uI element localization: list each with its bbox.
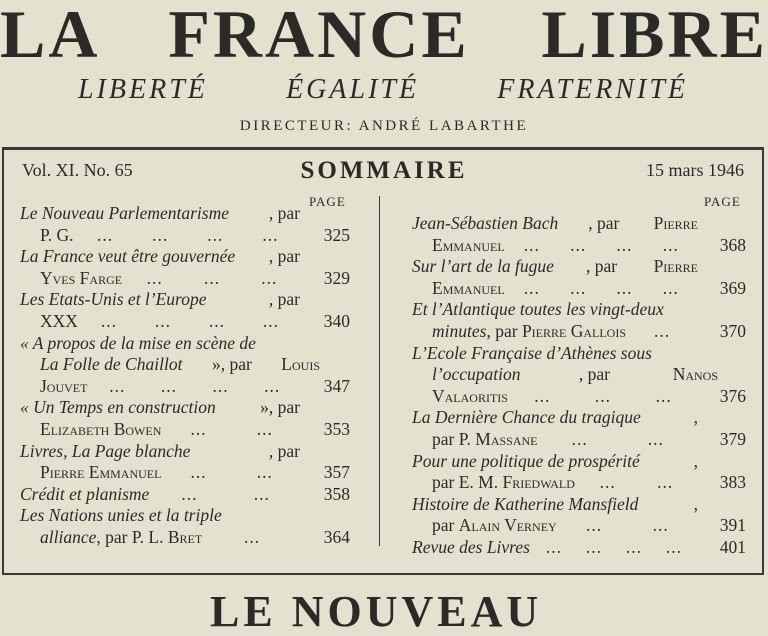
- leader-dot-group: ...: [100, 310, 117, 331]
- entry-title-line: [412, 256, 746, 278]
- entry-title-line: [20, 397, 350, 419]
- entry-author: [432, 515, 557, 537]
- entry-title-line: [412, 451, 746, 473]
- entry-page-number: 353: [323, 418, 350, 439]
- entry-text-segment: Louis: [281, 354, 320, 375]
- entry-text-segment: Pierre: [653, 256, 698, 277]
- entry-text-segment: La Dernière Chance du tragique: [412, 407, 641, 428]
- entry-text-segment: alliance: [40, 526, 97, 547]
- leader-dot-group: ...: [160, 375, 177, 396]
- entry-author: [40, 268, 122, 290]
- entry-text-segment: Histoire de Katherine Mansfield: [412, 493, 639, 514]
- entry-text-segment: Sur l’art de la fugue: [412, 256, 554, 277]
- entry-title-line: [20, 246, 350, 268]
- leader-dots: [626, 321, 698, 343]
- leader-dot-group: ...: [212, 375, 229, 396]
- contents-left-column: [20, 203, 350, 549]
- entry-text-segment: minutes: [432, 320, 487, 341]
- entry-page-number: 340: [323, 310, 350, 331]
- leader-dot-group: ...: [146, 267, 163, 288]
- issue-date: 15 mars 1946: [646, 160, 744, 180]
- leader-dot-group: ...: [190, 462, 207, 483]
- entry-page-number: 329: [323, 267, 350, 288]
- leader-dot-group: ...: [262, 310, 280, 331]
- entry-text-segment: , par: [268, 203, 300, 223]
- entry-text-segment: », par: [255, 397, 300, 418]
- leader-dot-group: ...: [665, 536, 683, 557]
- volume-number: Vol. XI. No. 65: [22, 160, 133, 180]
- entry-author-line: [20, 376, 350, 398]
- entry-author-line: [20, 268, 350, 290]
- contents-entry: [20, 484, 350, 506]
- entry-title-text: [20, 333, 300, 355]
- entry-title-text: [412, 213, 698, 235]
- page-column-label: PAGE: [309, 194, 346, 209]
- leader-dots: [508, 386, 698, 408]
- contents-entry: [412, 299, 746, 342]
- entry-page-number: 325: [323, 224, 350, 245]
- motto-fraternite: FRATERNITÉ: [497, 74, 688, 105]
- masthead-title: LA FRANCE LIBRE: [0, 0, 768, 72]
- leader-dots: [161, 462, 302, 484]
- entry-text-segment: Crédit et planisme: [20, 483, 150, 504]
- contents-entry: [20, 246, 350, 289]
- contents-entry: [412, 537, 746, 559]
- masthead-motto: [78, 74, 688, 106]
- entry-text-segment: Massane: [475, 428, 538, 449]
- entry-page-number: 370: [719, 320, 746, 341]
- leader-dot-group: ...: [594, 385, 612, 406]
- leader-dot-group: ...: [625, 536, 643, 557]
- leader-dot-group: ...: [253, 483, 270, 504]
- entry-page-number: 357: [323, 462, 350, 483]
- leader-dots: [505, 235, 698, 257]
- entry-title-text: [412, 451, 698, 473]
- motto-egalite: ÉGALITÉ: [286, 74, 420, 105]
- director-line: DIRECTEUR: ANDRÉ LABARTHE: [239, 118, 529, 134]
- contents-entry: [412, 407, 746, 450]
- leader-dot-group: ...: [662, 234, 679, 255]
- leader-dot-group: ...: [256, 418, 273, 439]
- leader-dots: [161, 419, 302, 441]
- entry-page-number: 391: [719, 515, 746, 536]
- entry-text-segment: La France veut être gouvernée: [20, 246, 236, 267]
- entry-author: [40, 419, 161, 441]
- entry-text-segment: par: [432, 515, 459, 536]
- entry-author-line: [412, 386, 746, 408]
- leader-dots: [122, 268, 302, 290]
- entry-text-segment: , par: [268, 246, 300, 267]
- entry-author: [40, 462, 161, 484]
- entry-text-segment: Bret: [167, 526, 203, 547]
- entry-title-text: [20, 441, 300, 463]
- entry-text-segment: L’Ecole Française d’Athènes sous: [412, 342, 652, 363]
- entry-text-segment: Les Etats-Unis et l’Europe: [20, 289, 207, 310]
- entry-text-segment: Emmanuel: [432, 277, 505, 298]
- leader-dots: [538, 429, 698, 451]
- entry-title-text: [20, 289, 300, 311]
- contents-entry: [20, 397, 350, 440]
- entry-page-number: 368: [719, 234, 746, 255]
- entry-page-number: 358: [323, 483, 350, 504]
- entry-author-line: [20, 419, 350, 441]
- entry-text-segment: ,: [693, 493, 698, 514]
- leader-dot-group: ...: [647, 428, 664, 449]
- entry-text-segment: Elizabeth Bowen: [40, 418, 162, 439]
- leader-dots: [74, 225, 302, 247]
- entry-text-segment: Nanos: [672, 364, 718, 385]
- contents-entry: [412, 494, 746, 537]
- entry-text-segment: XXX: [40, 310, 78, 331]
- leader-dot-group: ...: [652, 515, 669, 536]
- entry-text-segment: Pierre Gallois: [521, 320, 627, 341]
- entry-text-segment: Les Nations unies et la triple: [20, 505, 222, 526]
- entry-title-line: [20, 333, 350, 355]
- entry-title-line: [412, 213, 746, 235]
- entry-author-line: [412, 235, 746, 257]
- entry-title-line: [412, 343, 746, 365]
- entry-page-number: 401: [719, 536, 746, 557]
- entry-page-number: 364: [323, 526, 350, 547]
- leader-dot-group: ...: [523, 277, 540, 298]
- leader-dot-group: ...: [203, 267, 221, 288]
- entry-author-line: [412, 278, 746, 300]
- entry-text-segment: », par: [207, 354, 257, 375]
- entry-title-text: [412, 343, 698, 365]
- leader-dot-group: ...: [585, 536, 602, 557]
- entry-title-line: [412, 364, 746, 386]
- entry-title-text: [412, 494, 698, 516]
- entry-author: [40, 376, 87, 398]
- entry-title-line: [20, 203, 350, 225]
- leader-dot-group: ...: [190, 418, 207, 439]
- leader-dot-group: ...: [585, 515, 603, 536]
- leader-dot-group: ...: [154, 310, 171, 331]
- entry-page-number: 376: [719, 385, 746, 406]
- entry-author-line: [20, 311, 350, 333]
- entry-author: [432, 429, 538, 451]
- leader-dot-group: ...: [657, 472, 674, 493]
- contents-entry: [20, 505, 350, 548]
- contents-entry: [412, 256, 746, 299]
- entry-text-segment: , par: [588, 213, 624, 233]
- leader-dot-group: ...: [261, 267, 278, 288]
- next-article-heading: LE NOUVEAU: [210, 587, 543, 636]
- leader-dots: [505, 278, 698, 300]
- column-divider: [379, 196, 380, 546]
- entry-title-line: [412, 407, 746, 429]
- entry-title-line: [20, 441, 350, 463]
- leader-dot-group: ...: [653, 320, 671, 341]
- entry-text-segment: Alain Verney: [458, 515, 557, 536]
- leader-dot-group: ...: [655, 385, 672, 406]
- leader-dot-group: ...: [97, 224, 114, 245]
- entry-text-segment: Jean-Sébastien Bach: [412, 213, 559, 233]
- leader-dots: [202, 527, 302, 549]
- entry-page-number: 383: [719, 472, 746, 493]
- entry-text-segment: Valaoritis: [432, 385, 508, 406]
- entry-text-segment: P. G.: [40, 224, 74, 245]
- entry-text-segment: Jouvet: [40, 375, 88, 396]
- leader-dot-group: ...: [109, 375, 126, 396]
- entry-text-segment: ,: [693, 407, 698, 428]
- entry-title-text: [20, 203, 300, 225]
- contents-entry: [20, 441, 350, 484]
- entry-text-segment: Le Nouveau Parlementarisme: [20, 203, 229, 223]
- entry-author: [432, 235, 505, 257]
- entry-author: [412, 537, 530, 559]
- entry-page-number: 379: [719, 428, 746, 449]
- entry-text-segment: Livres, La Page blanche: [20, 440, 191, 461]
- leader-dot-group: ...: [207, 224, 224, 245]
- entry-author: [20, 484, 149, 506]
- entry-text-segment: par P.: [432, 428, 476, 449]
- entry-text-segment: « Un Temps en construction: [20, 397, 216, 418]
- entry-title-line: [412, 494, 746, 516]
- entry-author-line: [412, 515, 746, 537]
- leader-dot-group: ...: [599, 472, 616, 493]
- contents-heading: SOMMAIRE: [300, 157, 468, 184]
- leader-dot-group: ...: [534, 385, 551, 406]
- entry-author-line: [412, 537, 746, 559]
- leader-dots: [557, 515, 698, 537]
- entry-author: [432, 472, 575, 494]
- contents-entry: [20, 289, 350, 332]
- leader-dots: [149, 484, 302, 506]
- leader-dots: [575, 472, 698, 494]
- leader-dot-group: ...: [208, 310, 226, 331]
- entry-text-segment: , par: [586, 256, 622, 277]
- leader-dot-group: ...: [256, 462, 273, 483]
- contents-entry: [412, 213, 746, 256]
- leader-dot-group: ...: [571, 428, 588, 449]
- entry-text-segment: , par: [486, 320, 522, 341]
- entry-title-text: [20, 505, 300, 527]
- entry-title-text: [20, 397, 300, 419]
- leader-dot-group: ...: [570, 234, 587, 255]
- contents-entry: [20, 333, 350, 398]
- entry-text-segment: ,: [693, 450, 698, 471]
- leader-dot-group: ...: [264, 375, 281, 396]
- entry-text-segment: , par: [578, 364, 615, 385]
- entry-author-line: [412, 429, 746, 451]
- entry-author: [40, 225, 74, 247]
- leader-dot-group: ...: [616, 234, 633, 255]
- entry-title-text: [412, 256, 698, 278]
- entry-title-text: [20, 246, 300, 268]
- leader-dot-group: ...: [545, 536, 562, 557]
- entry-text-segment: Et l’Atlantique toutes les vingt-deux: [412, 299, 664, 320]
- entry-text-segment: , par P. L.: [96, 526, 168, 547]
- entry-author: [432, 278, 505, 300]
- leader-dot-group: ...: [662, 277, 679, 298]
- entry-text-segment: Pierre Emmanuel: [40, 462, 162, 483]
- entry-text-segment: Yves Farge: [40, 267, 123, 288]
- entry-author: [432, 386, 508, 408]
- entry-author-line: [20, 225, 350, 247]
- leader-dot-group: ...: [262, 224, 279, 245]
- entry-text-segment: La Folle de Chaillot: [40, 354, 183, 375]
- entry-text-segment: , par: [268, 440, 300, 461]
- entry-page-number: 369: [719, 277, 746, 298]
- entry-author: [432, 321, 626, 343]
- entry-title-line: [20, 505, 350, 527]
- entry-title-line: [20, 354, 350, 376]
- leader-dot-group: ...: [181, 483, 198, 504]
- entry-author-line: [20, 484, 350, 506]
- entry-text-segment: Friedwald: [502, 472, 575, 493]
- entry-text-segment: Pour une politique de prospérité: [412, 450, 640, 471]
- entry-text-segment: , par: [268, 289, 300, 310]
- entry-text-segment: Revue des Livres: [412, 536, 530, 557]
- leader-dot-group: ...: [616, 277, 633, 298]
- contents-entry: [412, 343, 746, 408]
- entry-author: [40, 527, 202, 549]
- contents-entry: [20, 203, 350, 246]
- motto-liberte: LIBERTÉ: [78, 74, 208, 105]
- entry-page-number: 347: [323, 375, 350, 396]
- contents-entry: [412, 451, 746, 494]
- entry-text-segment: « A propos de la mise en scène de: [20, 332, 256, 353]
- entry-text-segment: Emmanuel: [432, 234, 505, 255]
- page-column-label: PAGE: [704, 194, 741, 209]
- entry-text-segment: l’occupation: [432, 364, 521, 385]
- leader-dots: [87, 376, 302, 398]
- entry-author: [40, 311, 78, 333]
- entry-title-text: [40, 354, 320, 376]
- leader-dots: [530, 537, 698, 559]
- entry-author-line: [20, 462, 350, 484]
- entry-text-segment: par E. M.: [432, 472, 503, 493]
- entry-text-segment: Pierre: [653, 213, 698, 233]
- entry-author-line: [20, 527, 350, 549]
- entry-title-text: [412, 299, 698, 321]
- contents-right-column: [412, 213, 746, 559]
- leader-dot-group: ...: [523, 234, 540, 255]
- entry-title-line: [412, 299, 746, 321]
- entry-author-line: [412, 321, 746, 343]
- leader-dots: [78, 311, 302, 333]
- leader-dot-group: ...: [152, 224, 169, 245]
- entry-title-text: [412, 407, 698, 429]
- entry-author-line: [412, 472, 746, 494]
- entry-title-line: [20, 289, 350, 311]
- leader-dot-group: ...: [570, 277, 587, 298]
- entry-title-text: [432, 364, 718, 386]
- leader-dot-group: ...: [244, 526, 261, 547]
